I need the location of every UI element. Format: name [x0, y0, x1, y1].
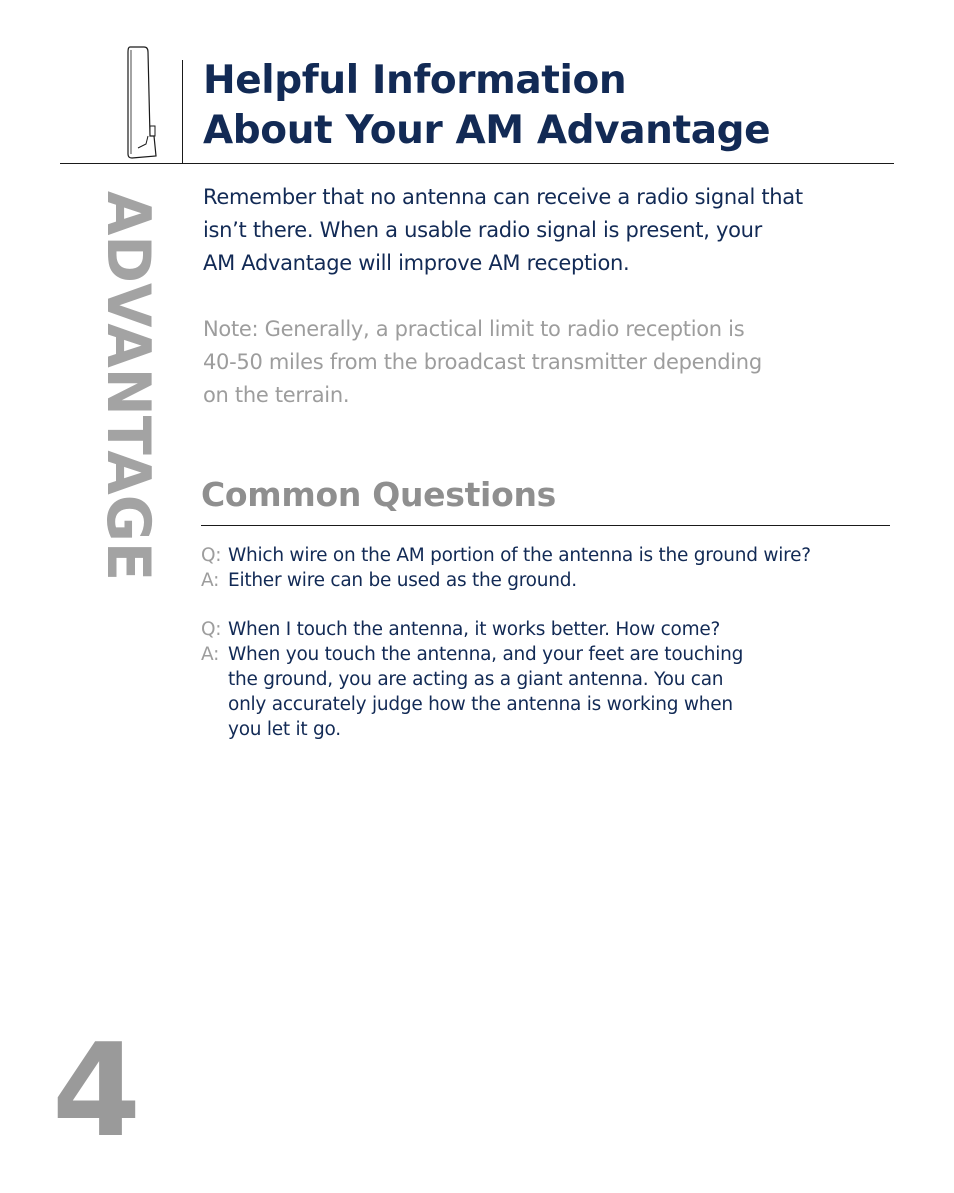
answer-text	[228, 642, 743, 742]
note-line: 40-50 miles from the broadcast transmitter depending	[203, 350, 762, 374]
page-title-line1: Helpful Information	[203, 58, 627, 103]
answer-line: only accurately judge how the antenna is working when	[228, 694, 733, 715]
header-divider-horizontal	[60, 163, 894, 164]
intro-line: AM Advantage will improve AM reception.	[203, 251, 630, 275]
note-line: Note: Generally, a practical limit to radio reception is	[203, 317, 745, 341]
section-heading: Common Questions	[201, 475, 556, 514]
answer-row	[201, 642, 743, 742]
antenna-icon	[124, 44, 160, 164]
intro-line: isn’t there. When a usable radio signal is present, your	[203, 218, 763, 242]
intro-line: Remember that no antenna can receive a radio signal that	[203, 185, 803, 209]
answer-prefix: A:	[201, 570, 220, 591]
answer-line: the ground, you are acting as a giant antenna. You can	[228, 669, 724, 690]
question-prefix: Q:	[201, 545, 222, 566]
intro-paragraph	[203, 181, 903, 280]
side-label	[52, 190, 163, 600]
question-prefix: Q:	[201, 619, 222, 640]
side-label-text: ADVANTAGE	[93, 191, 163, 600]
note-paragraph	[203, 313, 903, 412]
qa-item	[201, 617, 743, 742]
question-text: When I touch the antenna, it works better. How come?	[228, 619, 721, 640]
header-divider-vertical	[182, 60, 183, 163]
question-text: Which wire on the AM portion of the antenna is the ground wire?	[228, 545, 811, 566]
page-number: 4	[52, 1017, 140, 1166]
qa-item	[201, 543, 811, 593]
answer-row	[201, 568, 811, 593]
answer-line: Either wire can be used as the ground.	[228, 570, 577, 591]
question-row	[201, 617, 743, 642]
answer-line: you let it go.	[228, 719, 341, 740]
question-row	[201, 543, 811, 568]
page-title	[203, 56, 770, 156]
answer-text	[228, 568, 577, 593]
page-title-line2: About Your AM Advantage	[203, 108, 771, 153]
section-divider	[201, 525, 890, 526]
note-line: on the terrain.	[203, 383, 350, 407]
answer-prefix: A:	[201, 644, 220, 665]
answer-line: When you touch the antenna, and your feet are touching	[228, 644, 744, 665]
